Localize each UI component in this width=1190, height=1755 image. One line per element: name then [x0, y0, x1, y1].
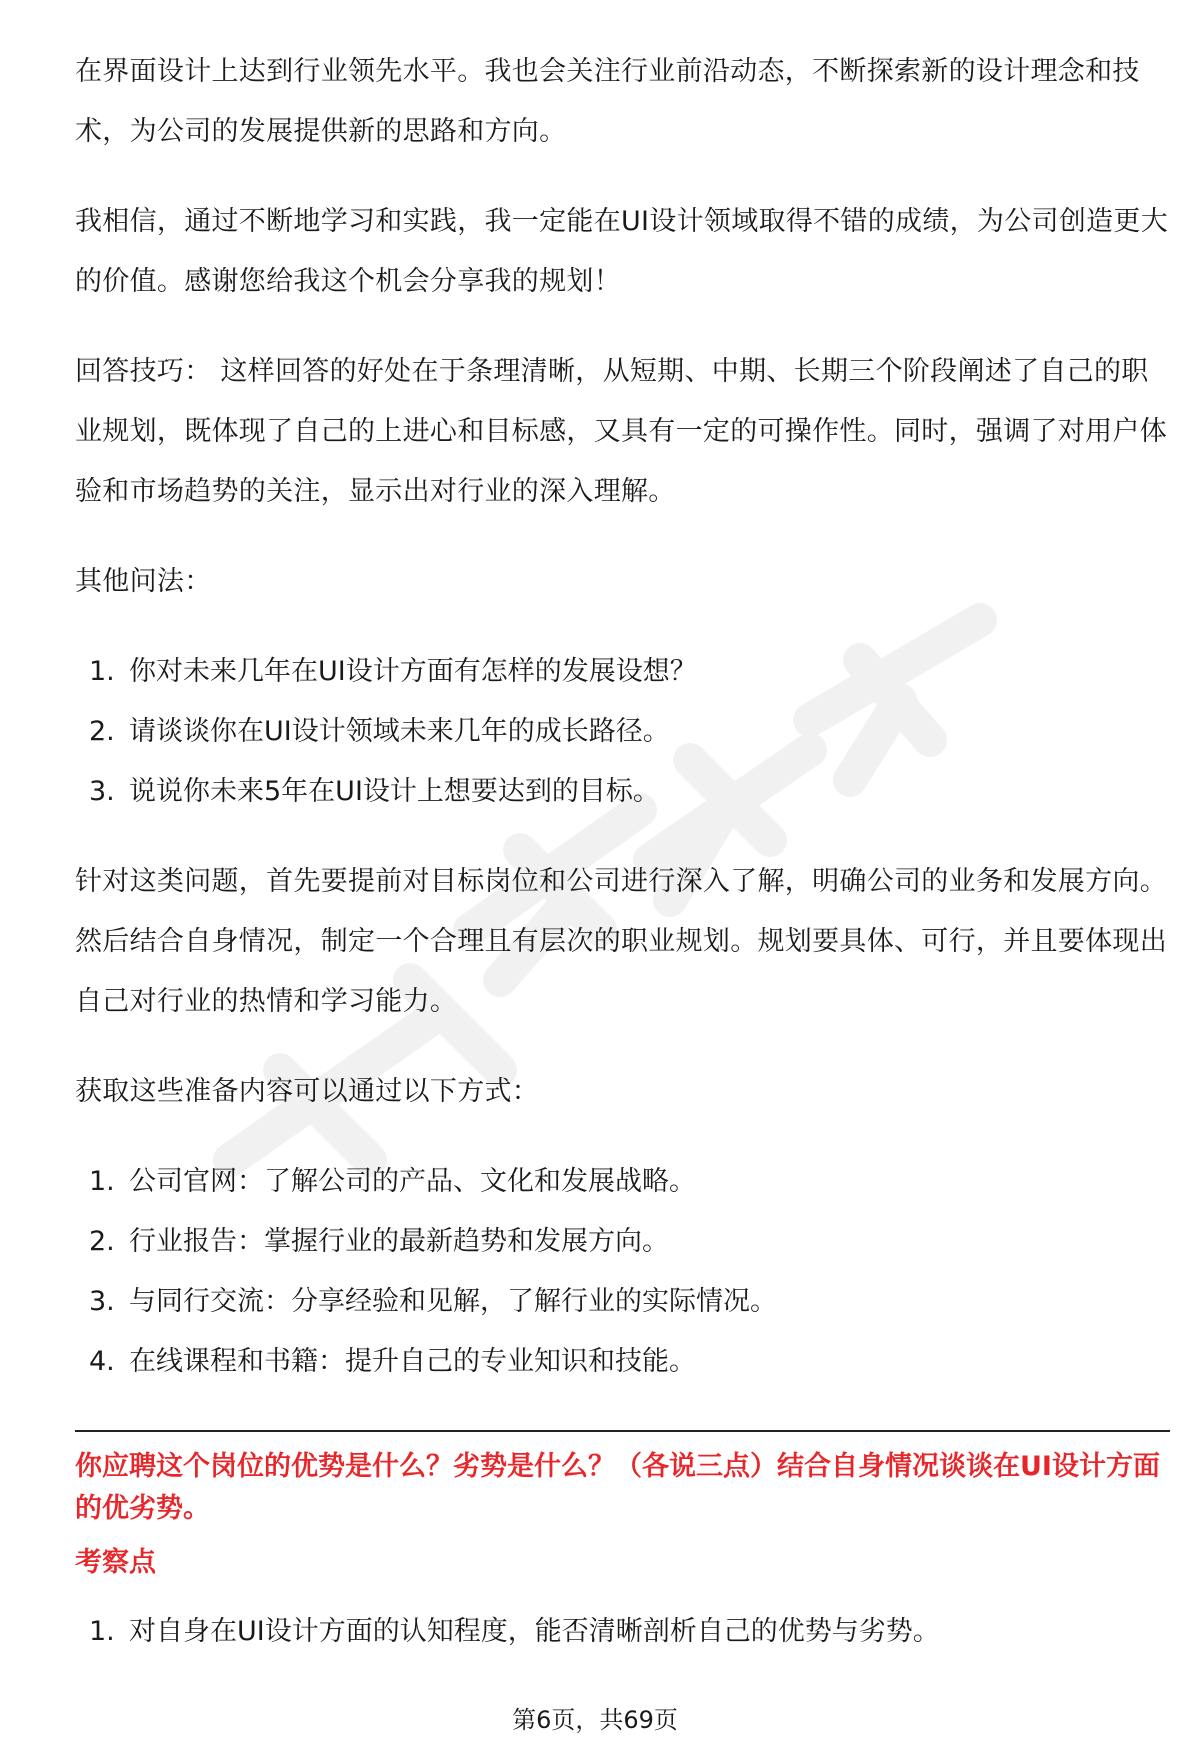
paragraph-strategy: 针对这类问题，首先要提前对目标岗位和公司进行深入了解，明确公司的业务和发展方向。然后结合自身情况，制定一个合理且有层次的职业规划。规划要具体、可行，并且要体现出自己对行业的热情和学习能力。 [75, 866, 1167, 1017]
list-item [75, 1212, 1170, 1272]
prep-methods-list [75, 1152, 1170, 1392]
list-item [75, 1332, 1170, 1392]
interview-question-heading: 你应聘这个岗位的优势是什么？劣势是什么？（各说三点）结合自身情况谈谈在UI设计方面的优劣势。 [75, 1451, 1160, 1524]
list-number: 1. [89, 1166, 115, 1197]
list-item [75, 762, 1170, 822]
paragraph-prep-heading: 获取这些准备内容可以通过以下方式： [75, 1076, 540, 1107]
list-item-text: 在线课程和书籍：提升自己的专业知识和技能。 [129, 1346, 696, 1377]
list-number: 1. [89, 656, 115, 687]
paragraph-closing: 我相信，通过不断地学习和实践，我一定能在UI设计领域取得不错的成绩，为公司创造更大的价值。感谢您给我这个机会分享我的规划！ [75, 206, 1169, 297]
assessment-points-list [75, 1602, 1170, 1662]
document-page [75, 42, 1170, 1692]
assessment-points-heading: 考察点 [75, 1547, 156, 1578]
list-item [75, 1272, 1170, 1332]
list-number: 1. [89, 1616, 115, 1647]
paragraph-answer-tips: 回答技巧： 这样回答的好处在于条理清晰，从短期、中期、长期三个阶段阐述了自己的职业规划，既体现了自己的上进心和目标感，又具有一定的可操作性。同时，强调了对用户体验和市场趋势的关注，显示出对行业的深入理解。 [75, 356, 1167, 507]
list-item [75, 1152, 1170, 1212]
list-item-text: 你对未来几年在UI设计方面有怎样的发展设想？ [129, 656, 697, 687]
list-number: 3. [89, 1286, 115, 1317]
list-number: 4. [89, 1346, 115, 1377]
section-divider [75, 1430, 1170, 1432]
list-item [75, 642, 1170, 702]
list-item-text: 请谈谈你在UI设计领域未来几年的成长路径。 [129, 716, 670, 747]
list-number: 2. [89, 1226, 115, 1257]
list-item-text: 对自身在UI设计方面的认知程度，能否清晰剖析自己的优势与劣势。 [129, 1616, 940, 1647]
page-number: 第6页，共69页 [512, 1706, 678, 1734]
list-item-text: 说说你未来5年在UI设计上想要达到的目标。 [129, 776, 660, 807]
paragraph-intro-continued: 在界面设计上达到行业领先水平。我也会关注行业前沿动态，不断探索新的设计理念和技术，为公司的发展提供新的思路和方向。 [75, 56, 1140, 147]
paragraph-other-questions-heading: 其他问法： [75, 566, 212, 597]
other-questions-list [75, 642, 1170, 822]
list-item-text: 行业报告：掌握行业的最新趋势和发展方向。 [129, 1226, 669, 1257]
list-item [75, 702, 1170, 762]
list-number: 2. [89, 716, 115, 747]
list-item-text: 与同行交流：分享经验和见解，了解行业的实际情况。 [129, 1286, 777, 1317]
list-item-text: 公司官网：了解公司的产品、文化和发展战略。 [129, 1166, 696, 1197]
list-item [75, 1602, 1170, 1662]
list-number: 3. [89, 776, 115, 807]
